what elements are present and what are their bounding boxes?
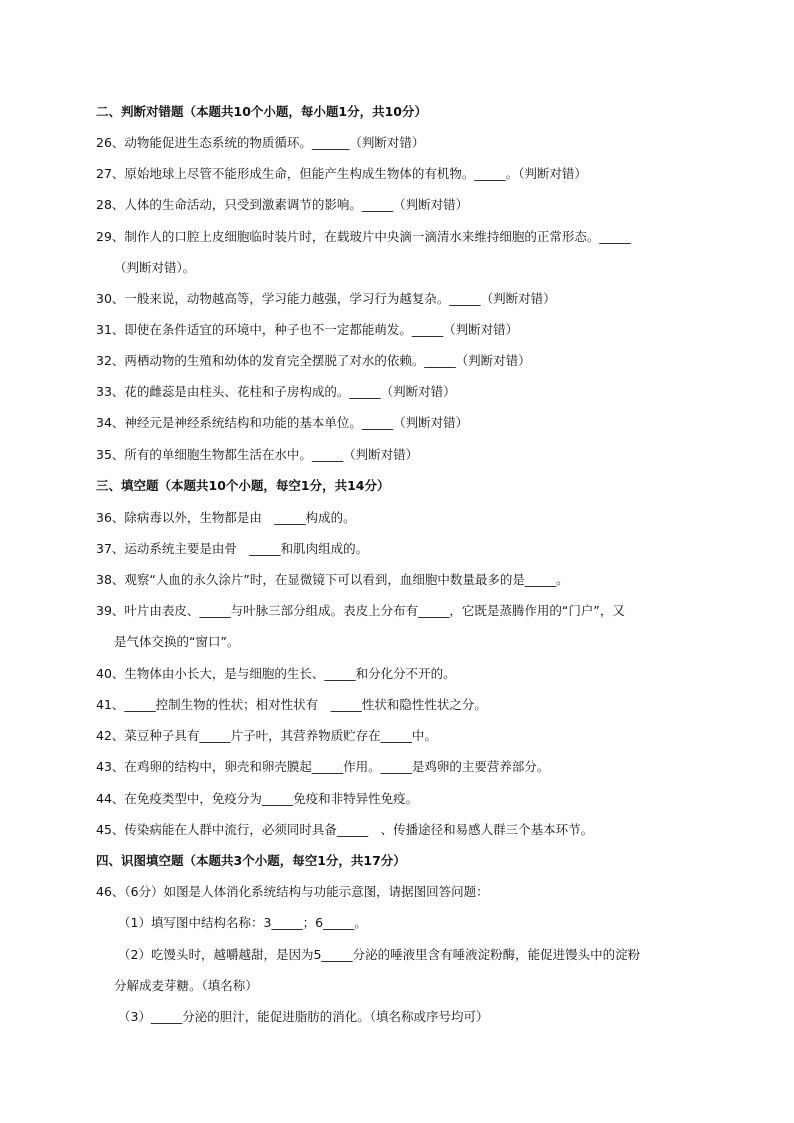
question-27: 27、原始地球上尽管不能形成生命，但能产生构成生物体的有机物。_____。（判断对错） [96, 166, 587, 181]
question-39: 39、叶片由表皮、_____与叶脉三部分组成。表皮上分布有_____，它既是蒸腾作用的“门户”，又 [96, 603, 625, 618]
question-46-part-2: （2）吃馒头时，越嚼越甜，是因为5_____分泌的唾液里含有唾液淀粉酶，能促进馒头中的淀粉 [118, 947, 641, 962]
question-44: 44、在免疫类型中，免疫分为_____免疫和非特异性免疫。 [96, 791, 419, 806]
question-26: 26、动物能促进生态系统的物质循环。______（判断对错） [96, 135, 425, 150]
question-42: 42、菜豆种子具有_____片子叶，其营养物质贮存在_____中。 [96, 728, 437, 743]
question-29: 29、制作人的口腔上皮细胞临时装片时，在载玻片中央滴一滴清水来维持细胞的正常形态。_____ [96, 229, 631, 244]
question-38: 38、观察“人血的永久涂片”时，在显微镜下可以看到，血细胞中数量最多的是_____。 [96, 572, 569, 587]
question-37: 37、运动系统主要是由骨 _____和肌肉组成的。 [96, 541, 369, 556]
question-30: 30、一般来说，动物越高等，学习能力越强，学习行为越复杂。_____（判断对错） [96, 291, 556, 306]
question-39-cont: 是气体交换的“窗口”。 [114, 634, 240, 649]
question-46: 46、（6分）如图是人体消化系统结构与功能示意图，请据图回答问题： [96, 884, 489, 899]
question-33: 33、花的雌蕊是由柱头、花柱和子房构成的。_____（判断对错） [96, 384, 456, 399]
section-fill-heading: 三、填空题（本题共10个小题，每空1分，共14分） [96, 478, 390, 493]
question-31: 31、即使在条件适宜的环境中，种子也不一定都能萌发。_____（判断对错） [96, 322, 519, 337]
question-36: 36、除病毒以外，生物都是由 _____构成的。 [96, 510, 356, 525]
question-29-cont: （判断对错）。 [114, 260, 196, 275]
question-46-part-2-cont: 分解成麦芽糖。（填名称） [114, 978, 258, 993]
section-judge-heading: 二、判断对错题（本题共10个小题，每小题1分，共10分） [96, 104, 427, 119]
question-45: 45、传染病能在人群中流行，必须同时具备_____ 、传播途径和易感人群三个基本环节。 [96, 822, 594, 837]
question-40: 40、生物体由小长大，是与细胞的生长、_____和分化分不开的。 [96, 666, 456, 681]
question-43: 43、在鸡卵的结构中，卵壳和卵壳膜起_____作用。_____是鸡卵的主要营养部分。 [96, 759, 550, 774]
question-46-part-1: （1）填写图中结构名称：3_____；6_____。 [118, 915, 367, 930]
question-41: 41、_____控制生物的性状；相对性状有 _____性状和隐性性状之分。 [96, 697, 487, 712]
question-34: 34、神经元是神经系统结构和功能的基本单位。_____（判断对错） [96, 415, 469, 430]
question-28: 28、人体的生命活动，只受到激素调节的影响。_____（判断对错） [96, 197, 469, 212]
question-46-part-3: （3）_____分泌的胆汁，能促进脂肪的消化。（填名称或序号均可） [118, 1009, 489, 1024]
section-diagram-heading: 四、识图填空题（本题共3个小题，每空1分，共17分） [96, 853, 406, 868]
question-35: 35、所有的单细胞生物都生活在水中。_____（判断对错） [96, 447, 419, 462]
question-32: 32、两栖动物的生殖和幼体的发育完全摆脱了对水的依赖。_____（判断对错） [96, 353, 531, 368]
